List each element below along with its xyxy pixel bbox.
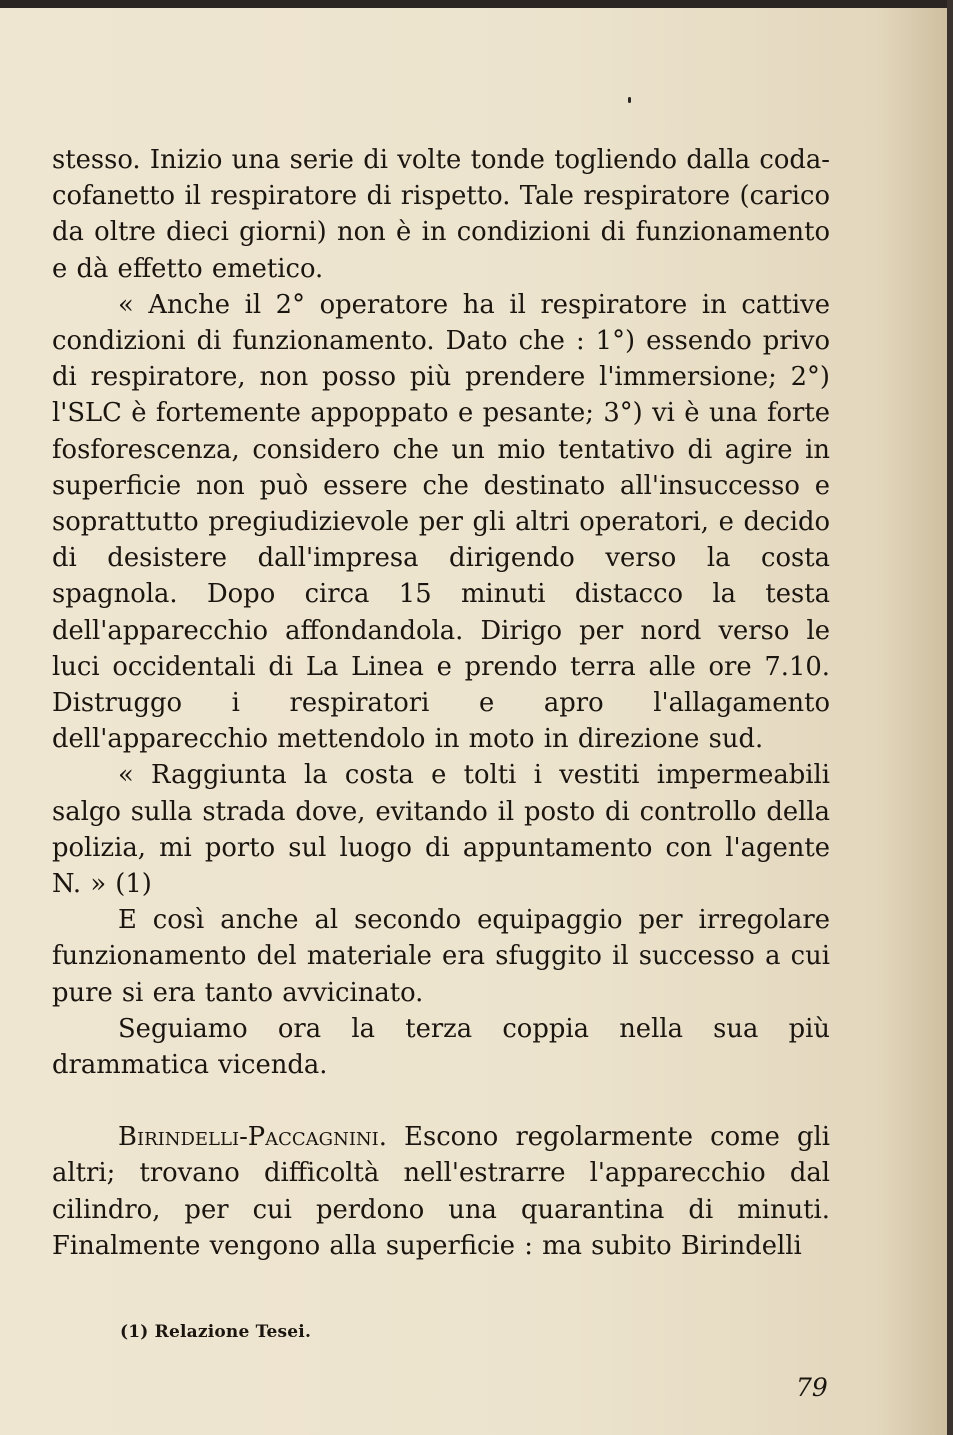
footnote: (1) Relazione Tesei. — [120, 1322, 312, 1342]
paragraph-quote-operator: « Anche il 2° operatore ha il respiratore in cattive condizioni di funzionamento. Dato che : 1°) essendo privo di respiratore, non posso più prendere l'immersione; 2°) l'SLC è fortemente appoppato e pesante; 3°) vi è una forte fosforescenza, considero che un mio tentativo di agire in superficie non può essere che destinato all'insuccesso e soprattutto pregiudizievole per gli altri operatori, e decido di desistere dall'impresa dirigendo verso la costa spagnola. Dopo circa 15 minuti distacco la testa dell'apparecchio affondandola. Dirigo per nord verso le luci occidentali di La Linea e prendo terra alle ore 7.10. Distruggo i respiratori e apro l'allagamento dell'apparecchio mettendolo in moto in direzione sud. — [52, 289, 830, 755]
section-heading: Birindelli-Paccagnini. — [118, 1122, 387, 1153]
scan-speck — [628, 97, 631, 103]
section-text: Escono regolarmente come gli altri; trovano difficoltà nell'estrarre l'apparecchio dal cilindro, per cui perdono una quarantina di minuti. Finalmente vengono alla superficie : ma subito Birindelli — [52, 1122, 830, 1261]
scan-top-border — [0, 0, 953, 8]
paragraph-quote-coast: « Raggiunta la costa e tolti i vestiti impermeabili salgo sulla strada dove, evitando il posto di controllo della polizia, mi porto sul luogo di appuntamento con l'agente N. » (1) — [52, 760, 830, 900]
paragraph-second-crew: E così anche al secondo equipaggio per irregolare funzionamento del materiale era sfuggito il successo a cui pure si era tanto avvicinato. — [52, 905, 830, 1008]
page-number: 79 — [796, 1373, 828, 1402]
scan-right-border — [947, 0, 953, 1435]
paragraph-third-pair: Seguiamo ora la terza coppia nella sua più drammatica vicenda. — [52, 1013, 830, 1081]
paragraph-birindelli — [52, 1119, 830, 1264]
paragraph-continuation: stesso. Inizio una serie di volte tonde togliendo dalla coda-cofanetto il respiratore di rispetto. Tale respiratore (carico da oltre dieci giorni) non è in condizioni di funzionamento e dà effetto emetico. — [52, 145, 830, 284]
body-text — [52, 142, 830, 1264]
